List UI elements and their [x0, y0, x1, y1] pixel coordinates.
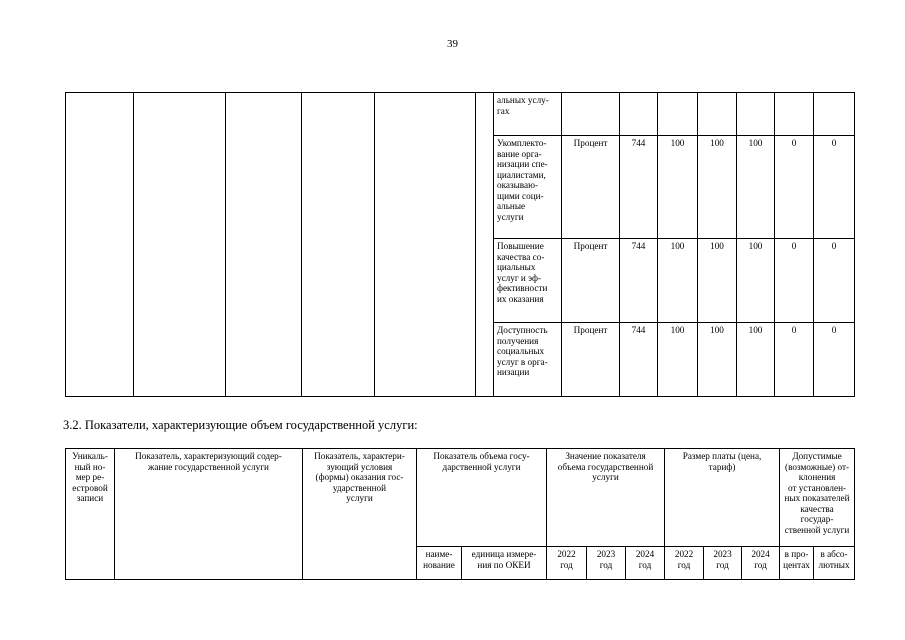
subheader-year-2023: 2023 год: [587, 547, 626, 580]
value-2024-cell: 100: [737, 136, 775, 239]
okei-code-cell: 744: [620, 323, 658, 397]
header-conditions-indicator: Показатель, характери- зующий условия (формы) оказания гос- ударственной услуги: [303, 449, 417, 580]
header-fee: Размер платы (цена, тариф): [665, 449, 780, 547]
volume-indicators-table: [65, 448, 855, 580]
header-deviation: Допустимые (возможные) от- клонения от установлен- ных показателей качества государ- ственной услуги: [780, 449, 855, 547]
subheader-year-2024: 2024 год: [626, 547, 665, 580]
table-header-row: [66, 449, 855, 547]
value-2023-cell: 100: [698, 323, 737, 397]
deviation-percent-cell: 0: [775, 323, 814, 397]
subheader-fee-year-2024: 2024 год: [742, 547, 780, 580]
deviation-percent-cell: 0: [775, 136, 814, 239]
section-title: 3.2. Показатели, характеризующие объем государственной услуги:: [63, 418, 418, 432]
quality-indicators-table: [65, 92, 855, 397]
value-2023-cell: 100: [698, 136, 737, 239]
value-2022-cell: 100: [658, 239, 698, 323]
indicator-name-cell: Доступность получения социальных услуг в орга- низации: [494, 323, 562, 397]
value-2022-cell: 100: [658, 136, 698, 239]
value-2022-cell: 100: [658, 323, 698, 397]
subheader-absolute: в абсо- лютных: [814, 547, 855, 580]
subheader-fee-year-2022: 2022 год: [665, 547, 704, 580]
subheader-unit: единица измере- ния по ОКЕИ: [462, 547, 547, 580]
indicator-name-cell: Повышение качества со- циальных услуг и эф- фективности их оказания: [494, 239, 562, 323]
page-number: 39: [447, 38, 458, 50]
okei-code-cell: 744: [620, 239, 658, 323]
value-2024-cell: 100: [737, 239, 775, 323]
unit-cell: Процент: [562, 323, 620, 397]
subheader-percent: в про- центах: [780, 547, 814, 580]
subheader-year-2022: 2022 год: [547, 547, 587, 580]
unit-cell: Процент: [562, 239, 620, 323]
header-unique-number: Уникаль- ный но- мер ре- естровой записи: [66, 449, 115, 580]
deviation-absolute-cell: 0: [814, 239, 855, 323]
value-2023-cell: 100: [698, 239, 737, 323]
subheader-fee-year-2023: 2023 год: [704, 547, 742, 580]
deviation-absolute-cell: 0: [814, 136, 855, 239]
deviation-absolute-cell: 0: [814, 323, 855, 397]
table-row: [66, 93, 855, 136]
header-content-indicator: Показатель, характеризующий содер- жание государственной услуги: [115, 449, 303, 580]
header-volume-indicator: Показатель объема госу- дарственной услуги: [417, 449, 547, 547]
unit-cell: Процент: [562, 136, 620, 239]
okei-code-cell: 744: [620, 136, 658, 239]
indicator-name-cell: Укомплекто- вание орга- низации спе- циалистами, оказываю- щими соци- альные услуги: [494, 136, 562, 239]
value-2024-cell: 100: [737, 323, 775, 397]
indicator-name-cell: альных услу- гах: [494, 93, 562, 136]
subheader-name: наиме- нование: [417, 547, 462, 580]
header-indicator-value: Значение показателя объема государственной услуги: [547, 449, 665, 547]
deviation-percent-cell: 0: [775, 239, 814, 323]
